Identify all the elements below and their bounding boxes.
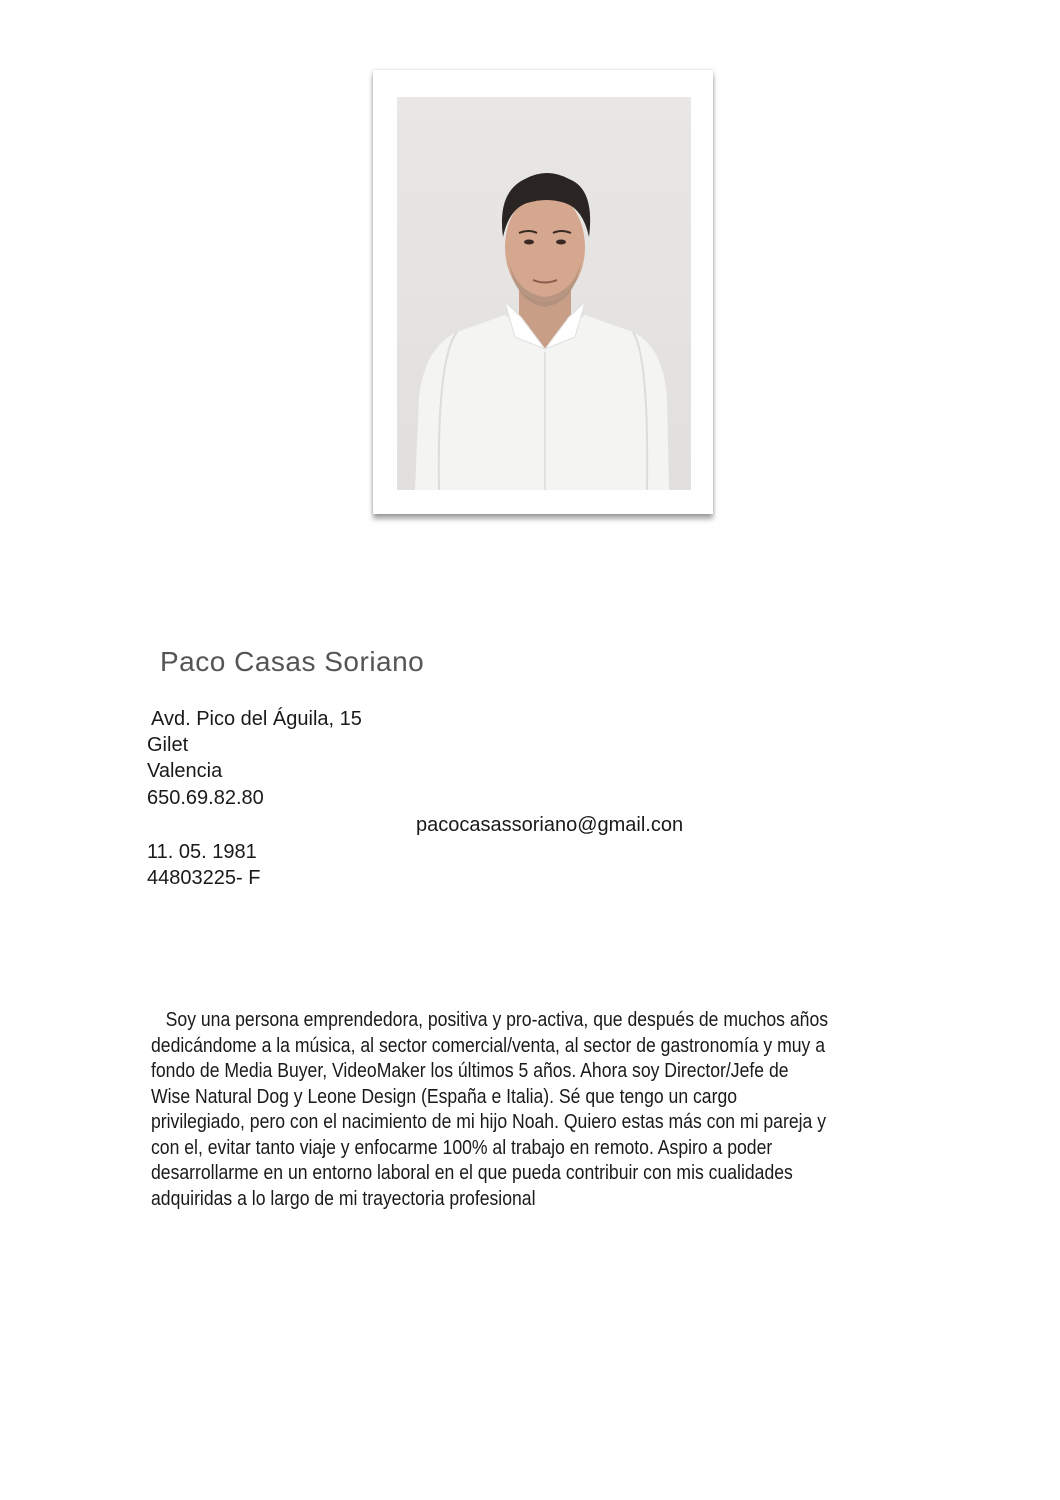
summary-line: privilegiado, pero con el nacimiento de mi hijo Noah. Quiero estas más con mi pareja y xyxy=(151,1111,827,1133)
portrait-illustration xyxy=(397,97,691,490)
summary-line: con el, evitar tanto viaje y enfocarme 100% al trabajo en remoto. Aspiro a poder xyxy=(151,1136,773,1159)
candidate-name: Paco Casas Soriano xyxy=(160,646,425,677)
address: Avd. Pico del Águila, 15 xyxy=(151,708,362,730)
summary-line: dedicándome a la música, al sector comercial/venta, al sector de gastronomía y muy a xyxy=(151,1034,826,1057)
summary-line: adquiridas a lo largo de mi trayectoria profesional xyxy=(151,1187,536,1210)
birth-date: 11. 05. 1981 xyxy=(147,841,257,863)
summary-line: Wise Natural Dog y Leone Design (España e Italia). Sé que tengo un cargo xyxy=(151,1085,738,1108)
summary-line: fondo de Media Buyer, VideoMaker los últimos 5 años. Ahora soy Director/Jefe de xyxy=(151,1060,789,1082)
summary-line: desarrollarme en un entorno laboral en el que pueda contribuir con mis cualidades xyxy=(151,1162,793,1184)
province: Valencia xyxy=(147,760,223,782)
summary-line: Soy una persona emprendedora, positiva y pro-activa, que después de muchos años xyxy=(151,1009,829,1031)
profile-photo xyxy=(397,97,691,490)
phone: 650.69.82.80 xyxy=(147,787,264,809)
photo-frame xyxy=(373,70,713,514)
email-link[interactable]: pacocasassoriano@gmail.con xyxy=(416,814,684,836)
town: Gilet xyxy=(147,734,189,756)
id-number: 44803225- F xyxy=(147,867,261,889)
professional-summary xyxy=(151,1008,911,1212)
